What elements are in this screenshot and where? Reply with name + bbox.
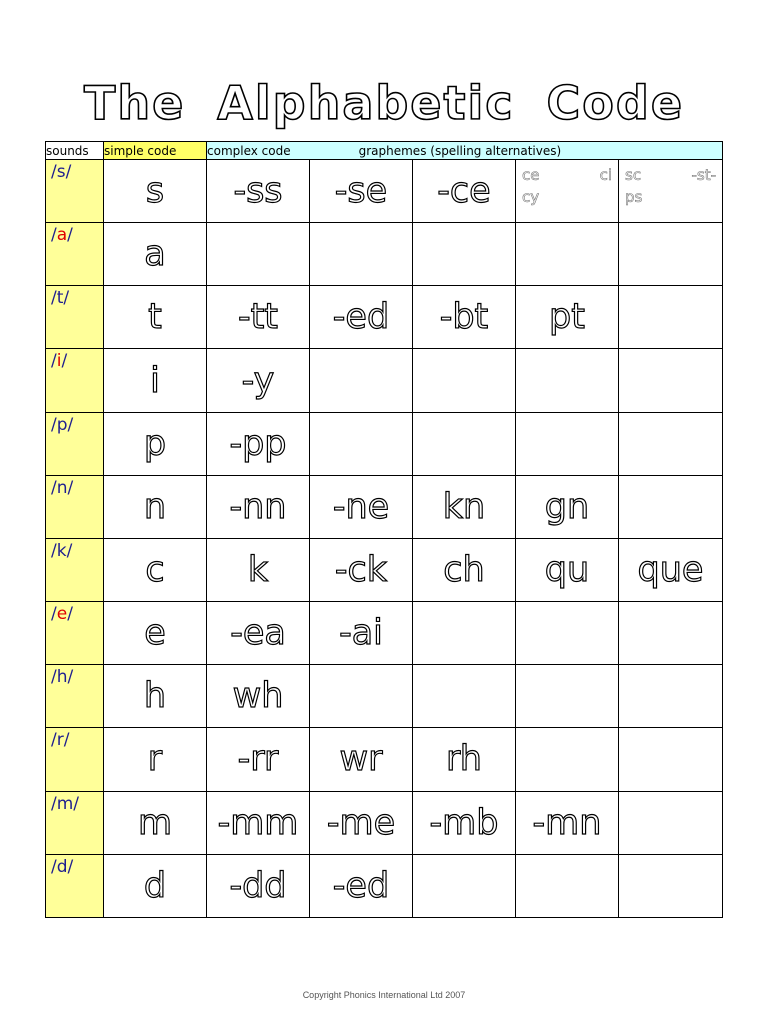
sound-vowel: a — [56, 225, 68, 246]
simple-code-cell: s — [104, 160, 207, 223]
sound-cell — [46, 791, 104, 854]
sound-slash-close: / — [63, 730, 70, 751]
sound-slash-open: /n — [51, 477, 68, 498]
grapheme-cell: kn — [413, 475, 516, 538]
sound-cell — [46, 349, 104, 412]
grapheme-cell — [516, 728, 619, 791]
grapheme-cell — [619, 223, 723, 286]
table-row — [46, 475, 723, 538]
grapheme-cell: gn — [516, 475, 619, 538]
table-row — [46, 602, 723, 665]
grapheme-cell: -nn — [207, 475, 310, 538]
grapheme-cell: -ce — [413, 160, 516, 223]
grapheme-cell — [619, 602, 723, 665]
table-row — [46, 791, 723, 854]
sound-slash-close: / — [67, 604, 73, 625]
grapheme-cell: wr — [310, 728, 413, 791]
simple-code-cell: r — [104, 728, 207, 791]
grapheme-cell: -ss — [207, 160, 310, 223]
simple-code-cell: i — [104, 349, 207, 412]
sound-slash-open: /m — [51, 793, 74, 814]
grapheme-cell — [207, 223, 310, 286]
grapheme-cell: -ne — [310, 475, 413, 538]
simple-code-cell: e — [104, 602, 207, 665]
grapheme-cell — [516, 412, 619, 475]
header-sounds: sounds — [46, 142, 104, 160]
sound-cell — [46, 665, 104, 728]
grapheme-cell — [619, 412, 723, 475]
grapheme-cell: -dd — [207, 854, 310, 917]
grapheme-cell — [310, 223, 413, 286]
simple-code-cell: a — [104, 223, 207, 286]
grapheme-cell: wh — [207, 665, 310, 728]
sound-slash-open: /k — [51, 540, 67, 561]
table-row — [46, 412, 723, 475]
grapheme-cell: -ed — [310, 854, 413, 917]
table-row — [46, 286, 723, 349]
simple-code-cell: m — [104, 791, 207, 854]
sound-slash-close: / — [67, 414, 74, 435]
sound-vowel: i — [56, 351, 62, 372]
sound-cell — [46, 160, 104, 223]
table-row — [46, 854, 723, 917]
table-row — [46, 665, 723, 728]
sound-slash-close: / — [67, 477, 74, 498]
page-title: The Alphabetic Code — [83, 76, 685, 130]
header-simple-code: simple code — [104, 142, 207, 160]
simple-code-cell: n — [104, 475, 207, 538]
simple-code-cell: h — [104, 665, 207, 728]
table-row — [46, 223, 723, 286]
sound-cell — [46, 854, 104, 917]
grapheme-cell — [413, 665, 516, 728]
grapheme-cell: rh — [413, 728, 516, 791]
grapheme-cell: -mb — [413, 791, 516, 854]
table-row — [46, 728, 723, 791]
grapheme-cell — [619, 286, 723, 349]
grapheme-cell: -rr — [207, 728, 310, 791]
grapheme-cell — [413, 412, 516, 475]
sound-slash-open: /h — [51, 667, 68, 688]
table-row — [46, 160, 723, 223]
grapheme-cell — [310, 412, 413, 475]
sound-cell — [46, 475, 104, 538]
grapheme-small: -st- — [691, 166, 716, 184]
sound-slash-open: /t — [51, 288, 64, 309]
grapheme-cell: -mm — [207, 791, 310, 854]
sound-slash-close: / — [67, 856, 74, 877]
sound-cell — [46, 223, 104, 286]
grapheme-cell: -tt — [207, 286, 310, 349]
grapheme-cell: k — [207, 538, 310, 601]
header-complex-code — [207, 142, 723, 160]
grapheme-cell — [619, 349, 723, 412]
sound-slash-open: / — [51, 351, 57, 372]
grapheme-cell — [619, 665, 723, 728]
sound-slash-open: / — [51, 225, 57, 246]
grapheme-cell: -se — [310, 160, 413, 223]
simple-code-cell: c — [104, 538, 207, 601]
grapheme-cell: -pp — [207, 412, 310, 475]
grapheme-cell: -me — [310, 791, 413, 854]
grapheme-cell — [413, 223, 516, 286]
grapheme-cell: que — [619, 538, 723, 601]
grapheme-cell — [516, 665, 619, 728]
grapheme-cell: -ck — [310, 538, 413, 601]
copyright-notice: Copyright Phonics International Ltd 2007 — [302, 990, 466, 1000]
grapheme-cell — [413, 349, 516, 412]
grapheme-cell: -ed — [310, 286, 413, 349]
sound-cell — [46, 728, 104, 791]
header-graphemes-label: graphemes (spelling alternatives) — [358, 143, 562, 158]
grapheme-small: ci — [599, 166, 612, 184]
sound-slash-close: / — [66, 540, 73, 561]
grapheme-cell: qu — [516, 538, 619, 601]
table-row — [46, 349, 723, 412]
sound-vowel: e — [56, 604, 68, 625]
grapheme-cell — [516, 223, 619, 286]
sound-slash-close: / — [67, 225, 73, 246]
header-complex-code-label: complex code — [207, 143, 291, 158]
alphabetic-code-table — [45, 141, 723, 918]
sound-cell — [46, 412, 104, 475]
sound-slash-open: /p — [51, 414, 68, 435]
grapheme-cell — [619, 475, 723, 538]
grapheme-cell — [413, 854, 516, 917]
sound-cell — [46, 602, 104, 665]
grapheme-cell — [516, 602, 619, 665]
table-header-row — [46, 142, 723, 160]
simple-code-cell: p — [104, 412, 207, 475]
simple-code-cell: t — [104, 286, 207, 349]
grapheme-cell — [310, 665, 413, 728]
sound-slash-open: /s — [51, 162, 66, 182]
sound-cell — [46, 286, 104, 349]
grapheme-cell — [310, 349, 413, 412]
grapheme-cell: pt — [516, 286, 619, 349]
grapheme-cell — [619, 728, 723, 791]
sound-slash-close: / — [73, 793, 80, 814]
grapheme-small: cy — [522, 188, 540, 206]
grapheme-cell: -ai — [310, 602, 413, 665]
grapheme-cell: -mn — [516, 791, 619, 854]
grapheme-cell — [619, 854, 723, 917]
grapheme-small: ce — [522, 166, 540, 184]
simple-code-cell: d — [104, 854, 207, 917]
sound-slash-close: / — [63, 288, 70, 309]
sound-slash-open: /r — [51, 730, 64, 751]
grapheme-cell — [619, 791, 723, 854]
grapheme-cell: ch — [413, 538, 516, 601]
grapheme-cell-small — [619, 160, 723, 223]
sound-slash-open: / — [51, 604, 57, 625]
grapheme-cell-small — [516, 160, 619, 223]
grapheme-cell — [516, 854, 619, 917]
grapheme-cell: -y — [207, 349, 310, 412]
grapheme-small: ps — [625, 188, 643, 206]
grapheme-small: sc — [625, 166, 642, 184]
sound-slash-close: / — [67, 667, 74, 688]
grapheme-cell — [413, 602, 516, 665]
grapheme-cell: -bt — [413, 286, 516, 349]
grapheme-cell — [516, 349, 619, 412]
sound-slash-open: /d — [51, 856, 68, 877]
table-row — [46, 538, 723, 601]
grapheme-cell: -ea — [207, 602, 310, 665]
sound-slash-close: / — [61, 351, 68, 372]
sound-slash-close: / — [65, 162, 72, 182]
sound-cell — [46, 538, 104, 601]
